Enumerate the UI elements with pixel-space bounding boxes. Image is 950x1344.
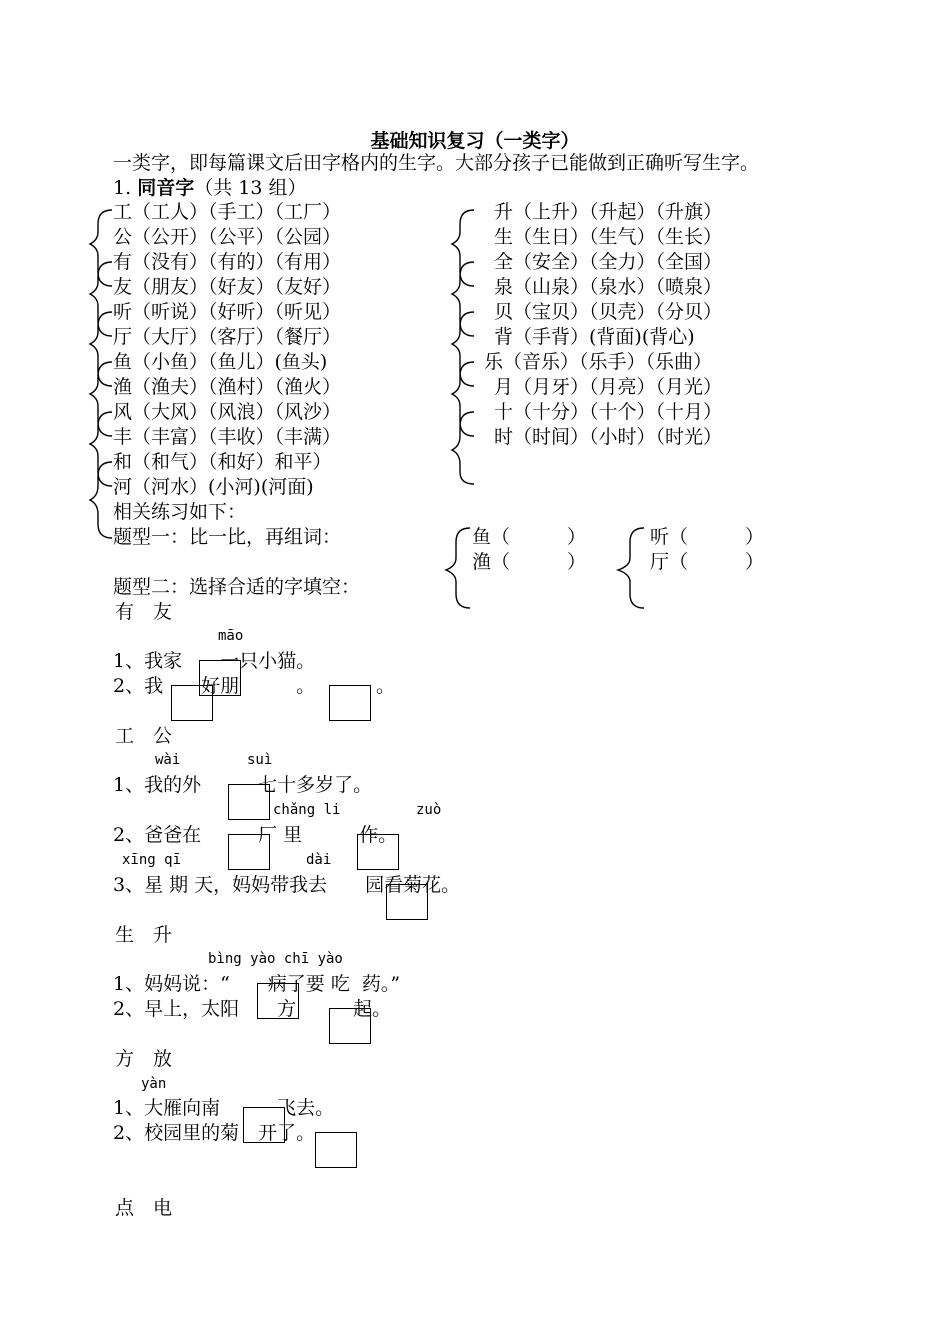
pinyin: suì [247, 752, 273, 768]
exercise-sentence: 1、我的外 七十多岁了。 [113, 774, 373, 796]
answer-box[interactable] [329, 685, 371, 721]
exercise-sentence: 2、我 好朋 。 [113, 675, 316, 697]
section-count: （共 13 组） [194, 177, 307, 199]
left-group-item: 河（河水）(小河)(河面) [113, 476, 314, 498]
exercise-sentence: 2、早上，太阳 方 起。 [113, 998, 392, 1020]
exercise-sentence: 2、爸爸在 厂 里 作。 [113, 824, 398, 846]
section-heading [113, 177, 306, 199]
exercise-sentence: 2、校园里的菊 开了。 [113, 1122, 316, 1144]
right-group-item: 时（时间）（小时）（时光） [494, 426, 723, 448]
pinyin: dài [306, 852, 332, 868]
right-group-item: 全（安全）（全力）（全国） [494, 251, 723, 273]
answer-box[interactable] [257, 983, 299, 1019]
pinyin: māo [218, 628, 244, 644]
char-pair: 工 公 [115, 725, 173, 747]
exercise-sentence: 1、妈妈说：“ 病了要 吃 药。” [113, 973, 401, 995]
left-group-item: 厅（大厅）（客厅）（餐厅） [113, 326, 342, 348]
exercise-sentence: 3、星 期 天，妈妈带我去 园看菊花。 [113, 874, 461, 896]
answer-box[interactable] [329, 1008, 371, 1044]
pinyin: xīng qī [122, 852, 182, 868]
answer-box[interactable] [357, 834, 399, 870]
answer-box[interactable] [315, 1132, 357, 1168]
section-title: 同音字 [137, 177, 195, 199]
left-brace-group [86, 206, 116, 546]
pinyin: zuò [416, 802, 442, 818]
char-pair: 点 电 [115, 1197, 173, 1219]
type1-label: 题型一：比一比，再组词： [113, 526, 342, 548]
sentence-period: 。 [376, 675, 396, 697]
type1-item[interactable]: 渔（ ） [472, 551, 587, 573]
pinyin: chǎng li [273, 802, 341, 818]
right-group-item: 生（生日）（生气）（生长） [494, 226, 723, 248]
type1-item[interactable]: 听（ ） [650, 526, 765, 548]
right-brace-group [448, 206, 478, 496]
exercise-sentence: 1、大雁向南 飞去。 [113, 1097, 335, 1119]
left-group-item: 有（没有）（有的）（有用） [113, 251, 342, 273]
pinyin: yàn [141, 1076, 167, 1092]
section-number: 1. [113, 177, 132, 199]
right-group-item: 十（十分）（十个）（十月） [494, 401, 723, 423]
type1-left-brace [442, 524, 472, 612]
char-pair: 有 友 [115, 601, 173, 623]
type1-item[interactable]: 鱼（ ） [472, 526, 587, 548]
exercise-sentence: 1、我家 一只小猫。 [113, 650, 316, 672]
left-group-item: 渔（渔夫）（渔村）（渔火） [113, 376, 342, 398]
intro-text: 一类字，即每篇课文后田字格内的生字。大部分孩子已能做到正确听写生字。 [113, 152, 760, 174]
pinyin: bìng yào chī yào [208, 951, 343, 967]
left-group-item: 风（大风）（风浪）（风沙） [113, 401, 342, 423]
type1-right-brace [614, 524, 646, 612]
right-group-item: 月（月牙）（月亮）（月光） [494, 376, 723, 398]
answer-box[interactable] [386, 884, 428, 920]
answer-box[interactable] [228, 834, 270, 870]
page-title: 基础知识复习（一类字） [370, 130, 580, 152]
left-group-item: 友（朋友）（好友）（友好） [113, 276, 342, 298]
right-group-item: 升（上升）（升起）（升旗） [494, 201, 723, 223]
answer-box[interactable] [228, 784, 270, 820]
char-pair: 生 升 [115, 924, 173, 946]
left-group-item: 鱼（小鱼）（鱼儿）(鱼头) [113, 351, 328, 373]
right-group-item: 泉（山泉）（泉水）（喷泉） [494, 276, 723, 298]
type2-label: 题型二：选择合适的字填空： [113, 576, 361, 598]
answer-box[interactable] [171, 685, 213, 721]
left-group-item: 丰（丰富）（丰收）（丰满） [113, 426, 342, 448]
practice-intro: 相关练习如下： [113, 501, 247, 523]
left-group-item: 工（工人）（手工）（工厂） [113, 201, 342, 223]
right-group-item: 乐（音乐）（乐手）（乐曲） [484, 351, 713, 373]
type1-item[interactable]: 厅（ ） [650, 551, 765, 573]
left-group-item: 公（公开）（公平）（公园） [113, 226, 342, 248]
left-group-item: 听（听说）（好听）（听见） [113, 301, 342, 323]
right-group-item: 背（手背）(背面)(背心) [494, 326, 695, 348]
answer-box[interactable] [243, 1107, 285, 1143]
pinyin: wài [155, 752, 181, 768]
right-group-item: 贝（宝贝）（贝壳）（分贝） [494, 301, 723, 323]
left-group-item: 和（和气）（和好）和平） [113, 451, 332, 473]
char-pair: 方 放 [115, 1048, 173, 1070]
